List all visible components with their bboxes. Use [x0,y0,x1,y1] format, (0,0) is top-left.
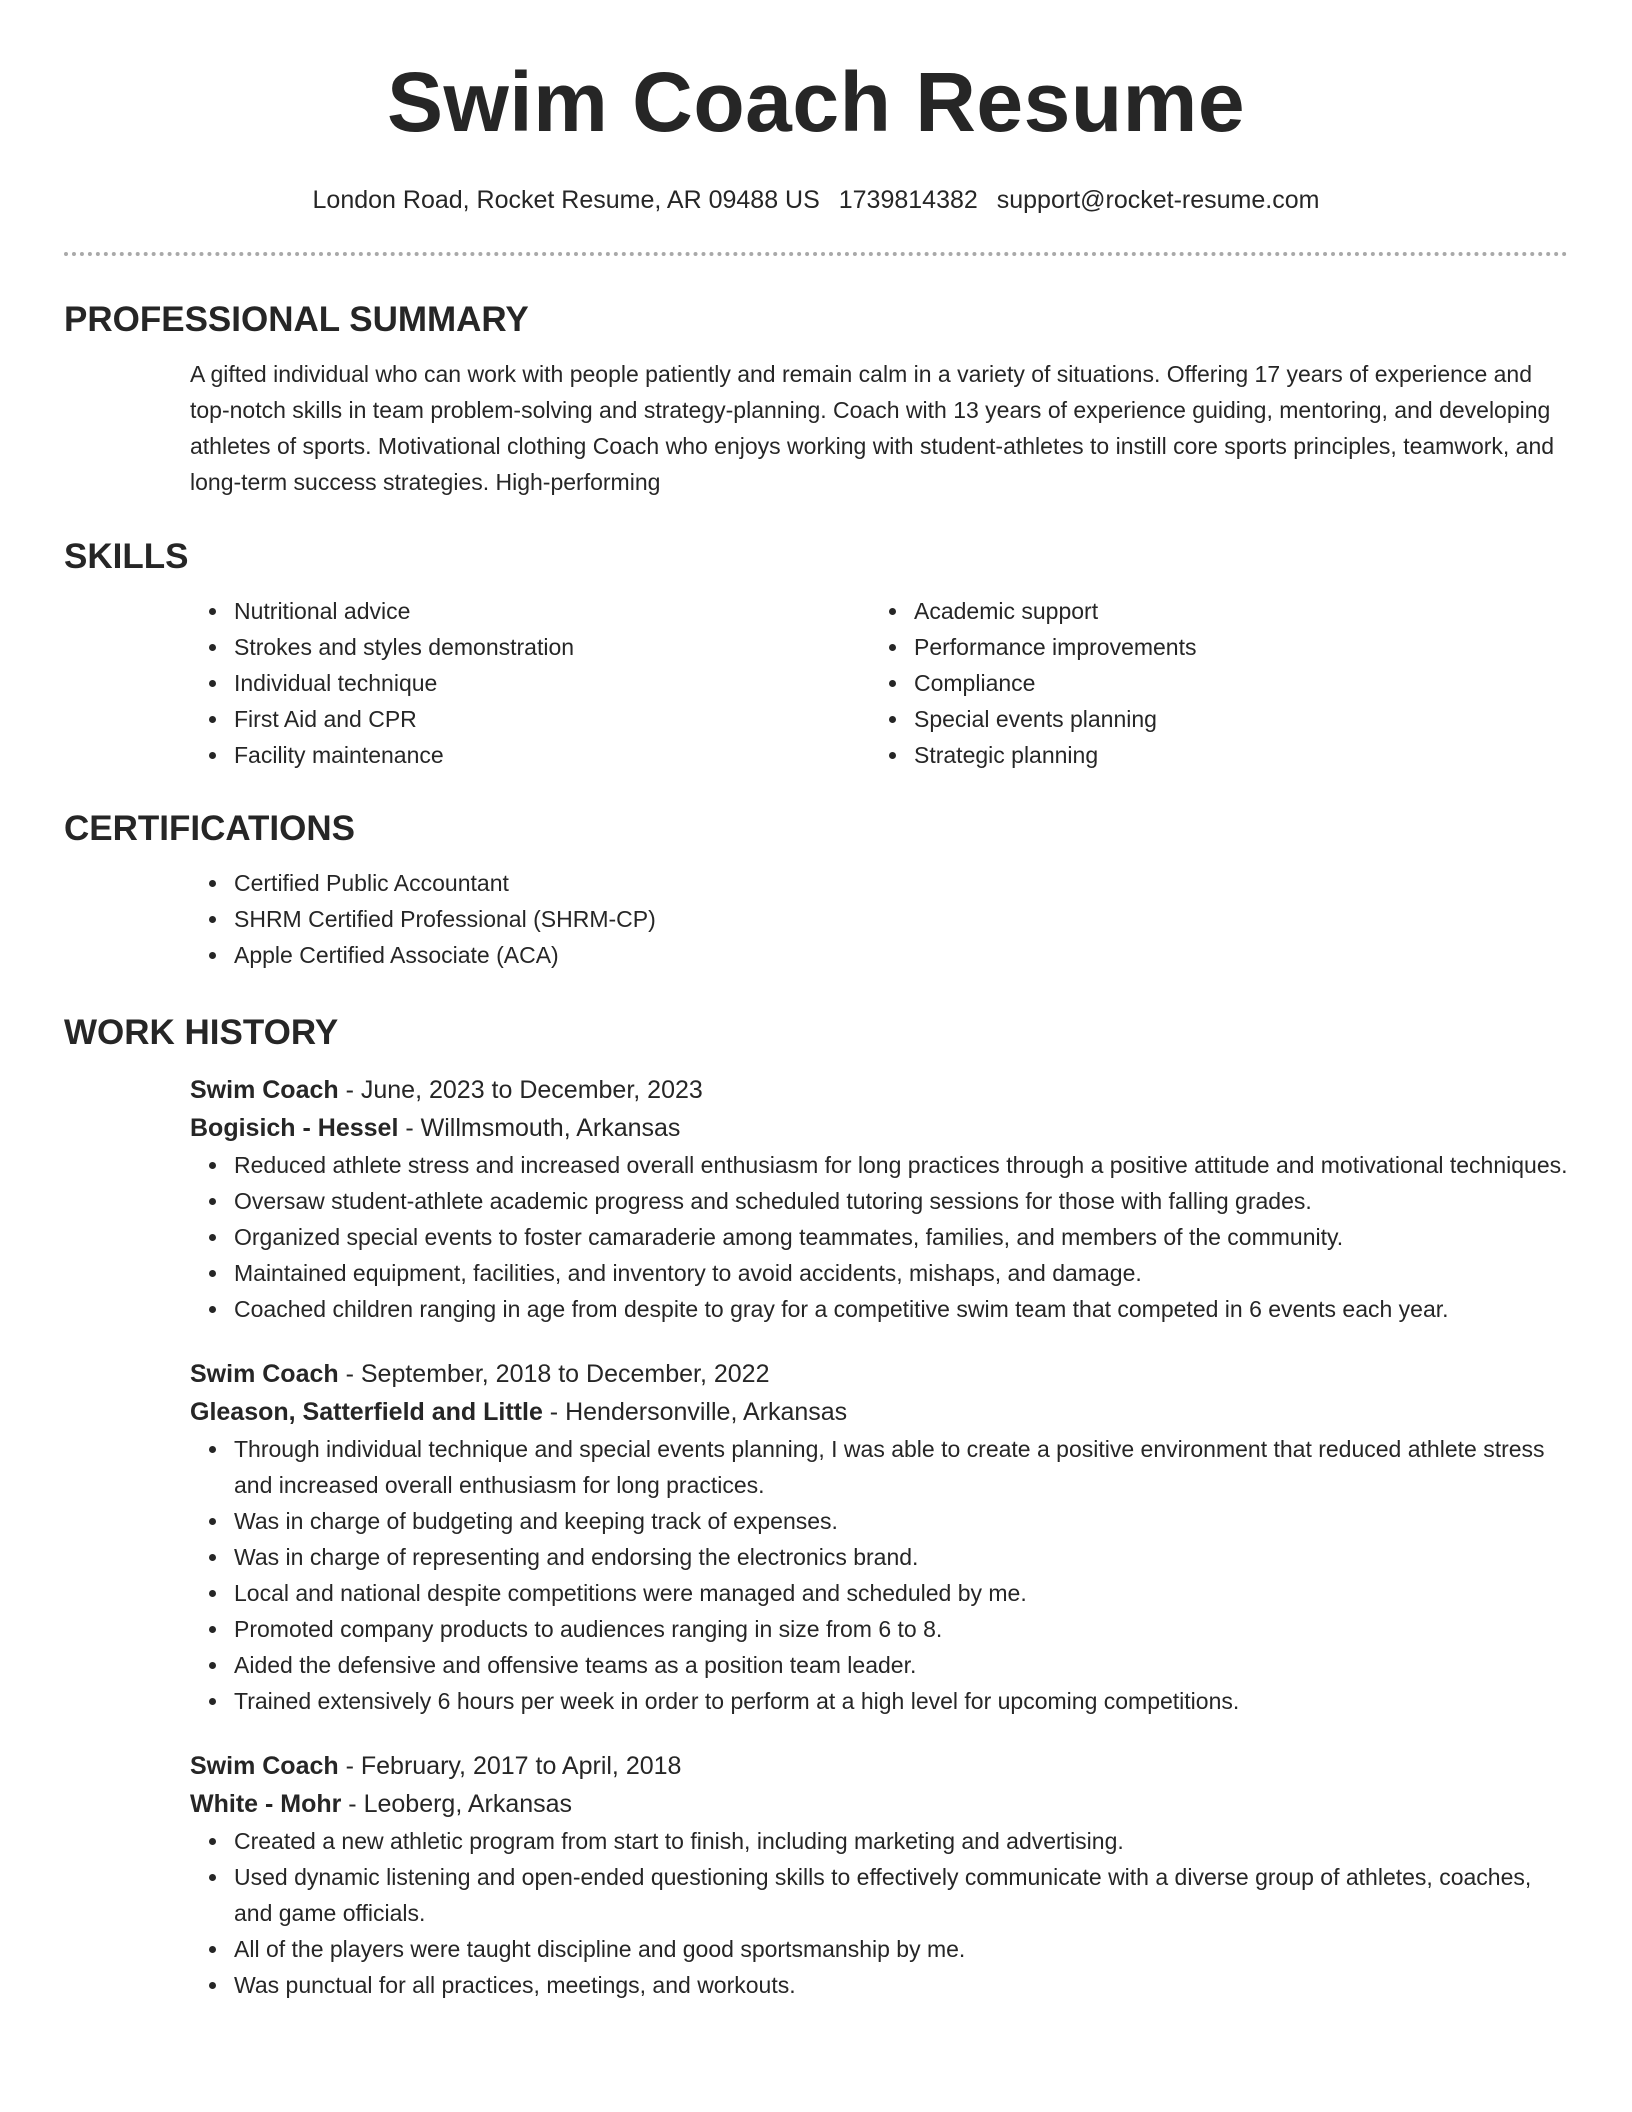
skills-heading: SKILLS [64,537,189,576]
job-bullet: Promoted company products to audiences ranging in size from 6 to 8. [190,1611,1568,1647]
certifications-heading: CERTIFICATIONS [64,809,356,848]
job-dates: - February, 2017 to April, 2018 [338,1752,682,1780]
summary-text: A gifted individual who can work with people patiently and remain calm in a variety of situations. Offering 17 years of experience and top-notch skills in team problem-solving and strategy-planning. Coach with 13 years of experience guiding, mentoring, and developing athletes of sports. Motivational clothing Coach who enjoys working with student-athletes to instill core sports principles, teamwork, and long-term success strategies. High-performing [190,361,1555,495]
job-bullet: Was in charge of representing and endorsing the electronics brand. [190,1539,1568,1575]
job-entry [190,1355,1568,1719]
skill-item: Nutritional advice [190,593,870,629]
job-bullet: Oversaw student-athlete academic progress and scheduled tutoring sessions for those with falling grades. [190,1183,1568,1219]
job-entry [190,1747,1568,2003]
job-location: - Willmsmouth, Arkansas [398,1114,681,1142]
certification-item: SHRM Certified Professional (SHRM-CP) [190,901,1568,937]
job-bullet: Was punctual for all practices, meetings, and workouts. [190,1967,1568,2003]
job-bullet: Was in charge of budgeting and keeping track of expenses. [190,1503,1568,1539]
summary-heading: PROFESSIONAL SUMMARY [64,300,529,339]
job-bullet: All of the players were taught discipline and good sportsmanship by me. [190,1931,1568,1967]
job-company: White - Mohr [190,1790,342,1818]
skill-item: Strokes and styles demonstration [190,629,870,665]
contact-address: London Road, Rocket Resume, AR 09488 US [312,186,820,214]
job-company: Bogisich - Hessel [190,1114,399,1142]
skills-grid [190,593,1568,773]
job-dates: - September, 2018 to December, 2022 [338,1360,770,1388]
summary-section [64,298,1568,500]
job-bullet: Through individual technique and special events planning, I was able to create a positive environment that reduced athlete stress and increased overall enthusiasm for long practices. [190,1431,1568,1503]
job-bullet: Trained extensively 6 hours per week in order to perform at a high level for upcoming competitions. [190,1683,1568,1719]
job-dates: - June, 2023 to December, 2023 [338,1076,703,1104]
job-title-line [190,1355,1568,1393]
job-title-line [190,1747,1568,1785]
job-bullets [190,1147,1568,1327]
contact-phone: 1739814382 [838,186,978,214]
certification-item: Apple Certified Associate (ACA) [190,937,1568,973]
contact-line [64,182,1568,218]
skill-item: Academic support [870,593,1550,629]
job-bullets [190,1823,1568,2003]
job-company-line [190,1393,1568,1431]
contact-email: support@rocket-resume.com [996,186,1320,214]
skill-item: Strategic planning [870,737,1550,773]
certifications-list [190,865,1568,973]
job-company-line [190,1109,1568,1147]
job-bullet: Aided the defensive and offensive teams as a position team leader. [190,1647,1568,1683]
job-bullet: Organized special events to foster camaraderie among teammates, families, and members of the community. [190,1219,1568,1255]
skill-item: Special events planning [870,701,1550,737]
job-location: - Leoberg, Arkansas [341,1790,573,1818]
skill-item: Individual technique [190,665,870,701]
skills-section [64,535,1568,773]
job-role: Swim Coach [190,1076,339,1104]
job-company-line [190,1785,1568,1823]
job-company: Gleason, Satterfield and Little [190,1398,543,1426]
skills-left-list [190,593,870,773]
certification-item: Certified Public Accountant [190,865,1568,901]
resume-page [64,0,1568,1998]
skill-item: Facility maintenance [190,737,870,773]
skill-item: Compliance [870,665,1550,701]
certifications-section [64,807,1568,973]
skills-right-list [870,593,1550,773]
work-history-heading: WORK HISTORY [64,1013,339,1052]
skill-item: First Aid and CPR [190,701,870,737]
header-divider [64,252,1568,256]
job-bullets [190,1431,1568,1719]
job-bullet: Coached children ranging in age from despite to gray for a competitive swim team that competed in 6 events each year. [190,1291,1568,1327]
job-bullet: Reduced athlete stress and increased overall enthusiasm for long practices through a positive attitude and motivational techniques. [190,1147,1568,1183]
job-role: Swim Coach [190,1752,339,1780]
resume-title: Swim Coach Resume [386,55,1246,149]
job-title-line [190,1071,1568,1109]
job-location: - Hendersonville, Arkansas [542,1398,848,1426]
job-bullet: Local and national despite competitions were managed and scheduled by me. [190,1575,1568,1611]
skill-item: Performance improvements [870,629,1550,665]
job-bullet: Created a new athletic program from start to finish, including marketing and advertising. [190,1823,1568,1859]
work-history-section [64,1011,1568,2003]
job-bullet: Maintained equipment, facilities, and inventory to avoid accidents, mishaps, and damage. [190,1255,1568,1291]
job-role: Swim Coach [190,1360,339,1388]
job-bullet: Used dynamic listening and open-ended questioning skills to effectively communicate with a diverse group of athletes, coaches, and game officials. [190,1859,1568,1931]
job-entry [190,1071,1568,1327]
